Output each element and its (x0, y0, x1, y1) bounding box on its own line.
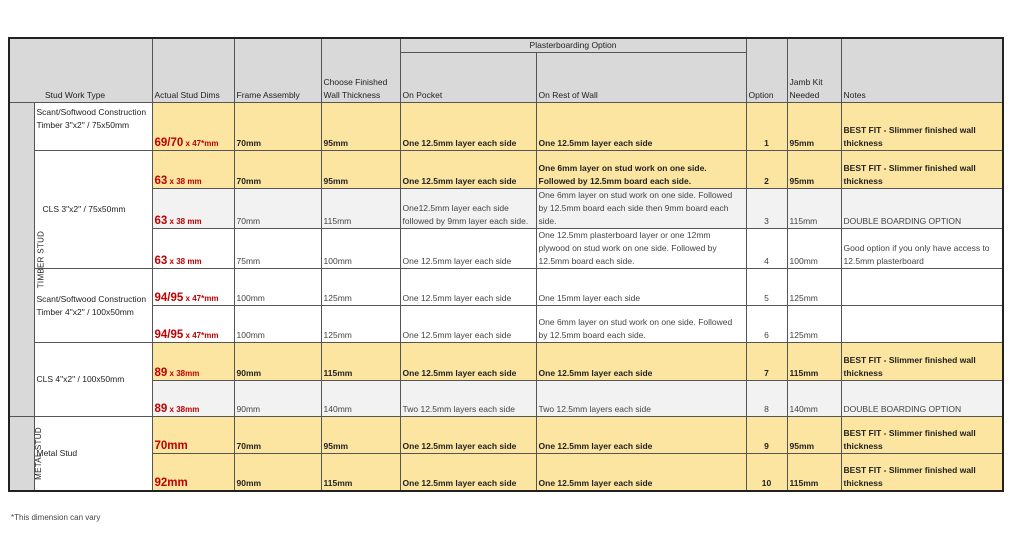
notes: BEST FIT - Slimmer finished wall thickness (841, 151, 1003, 189)
notes: BEST FIT - Slimmer finished wall thickness (841, 454, 1003, 491)
header-notes: Notes (841, 38, 1003, 103)
on-pocket: One12.5mm layer each side followed by 9mm layer each side. (400, 189, 536, 229)
finished-thickness: 95mm (321, 417, 400, 454)
on-pocket: One 12.5mm layer each side (400, 306, 536, 343)
notes (841, 306, 1003, 343)
option-number: 8 (746, 381, 787, 417)
on-pocket: One 12.5mm layer each side (400, 151, 536, 189)
on-pocket: One 12.5mm layer each side (400, 229, 536, 269)
option-number: 6 (746, 306, 787, 343)
timber-stud-label: TIMBER STUD (9, 103, 34, 417)
finished-thickness: 95mm (321, 103, 400, 151)
finished-thickness: 125mm (321, 269, 400, 306)
finished-thickness: 115mm (321, 454, 400, 491)
jamb-kit: 95mm (787, 151, 841, 189)
jamb-kit: 140mm (787, 381, 841, 417)
on-rest-of-wall: One 12.5mm layer each side (536, 417, 746, 454)
frame-assembly: 70mm (234, 103, 321, 151)
option-number: 3 (746, 189, 787, 229)
frame-assembly: 90mm (234, 454, 321, 491)
jamb-kit: 100mm (787, 229, 841, 269)
option-number: 5 (746, 269, 787, 306)
finished-thickness: 100mm (321, 229, 400, 269)
jamb-kit: 95mm (787, 103, 841, 151)
jamb-kit: 95mm (787, 417, 841, 454)
option-number: 9 (746, 417, 787, 454)
header-stud-type: Stud Work Type (9, 38, 152, 103)
frame-assembly: 90mm (234, 381, 321, 417)
jamb-kit: 125mm (787, 306, 841, 343)
on-pocket: One 12.5mm layer each side (400, 417, 536, 454)
frame-assembly: 100mm (234, 269, 321, 306)
actual-dims: 94/95 x 47*mm (152, 306, 234, 343)
on-pocket: One 12.5mm layer each side (400, 454, 536, 491)
metal-stud-label: METAL STUD (9, 417, 34, 491)
option-number: 10 (746, 454, 787, 491)
jamb-kit: 115mm (787, 189, 841, 229)
jamb-kit: 115mm (787, 454, 841, 491)
finished-thickness: 140mm (321, 381, 400, 417)
on-rest-of-wall: One 6mm layer on stud work on one side. Followed by 12.5mm board each side. (536, 306, 746, 343)
frame-assembly: 90mm (234, 343, 321, 381)
table-row (9, 151, 1003, 189)
header-on-pocket: On Pocket (400, 53, 536, 103)
on-rest-of-wall: One 15mm layer each side (536, 269, 746, 306)
actual-dims: 70mm (152, 417, 234, 454)
footnote: *This dimension can vary (11, 513, 101, 522)
stud-type-scant-4x2: Scant/Softwood Construction Timber 4"x2" / 100x50mm (34, 269, 152, 343)
on-rest-of-wall: One 6mm layer on stud work on one side. Followed by 12.5mm board each side. (536, 151, 746, 189)
option-number: 7 (746, 343, 787, 381)
option-number: 4 (746, 229, 787, 269)
actual-dims: 89 x 38mm (152, 343, 234, 381)
header-jamb-kit: Jamb Kit Needed (787, 38, 841, 103)
frame-assembly: 100mm (234, 306, 321, 343)
header-finished-thickness: Choose Finished Wall Thickness (321, 38, 400, 103)
header-option: Option (746, 38, 787, 103)
actual-dims: 69/70 x 47*mm (152, 103, 234, 151)
table-row (9, 189, 1003, 229)
finished-thickness: 115mm (321, 189, 400, 229)
finished-thickness: 95mm (321, 151, 400, 189)
stud-type-cls-4x2: CLS 4"x2" / 100x50mm (34, 343, 152, 417)
frame-assembly: 75mm (234, 229, 321, 269)
actual-dims: 92mm (152, 454, 234, 491)
header-frame-assembly: Frame Assembly (234, 38, 321, 103)
table-row (9, 229, 1003, 269)
on-pocket: One 12.5mm layer each side (400, 103, 536, 151)
frame-assembly: 70mm (234, 189, 321, 229)
notes: DOUBLE BOARDING OPTION (841, 381, 1003, 417)
on-pocket: One 12.5mm layer each side (400, 269, 536, 306)
on-rest-of-wall: One 12.5mm layer each side (536, 343, 746, 381)
actual-dims: 94/95 x 47*mm (152, 269, 234, 306)
stud-type-metal: Metal Stud (34, 417, 152, 491)
option-number: 2 (746, 151, 787, 189)
finished-thickness: 115mm (321, 343, 400, 381)
notes: BEST FIT - Slimmer finished wall thickness (841, 417, 1003, 454)
notes: DOUBLE BOARDING OPTION (841, 189, 1003, 229)
table-row (9, 306, 1003, 343)
on-pocket: Two 12.5mm layers each side (400, 381, 536, 417)
header-rest-of-wall: On Rest of Wall (536, 53, 746, 103)
notes: BEST FIT - Slimmer finished wall thickness (841, 343, 1003, 381)
on-rest-of-wall: One 12.5mm plasterboard layer or one 12mm plywood on stud work on one side. Followed by 12.5mm board each side. (536, 229, 746, 269)
table-row (9, 103, 1003, 151)
table-row (9, 343, 1003, 381)
actual-dims: 89 x 38mm (152, 381, 234, 417)
on-rest-of-wall: One 6mm layer on stud work on one side. Followed by 12.5mm board each side then 9mm board each side. (536, 189, 746, 229)
actual-dims: 63 x 38 mm (152, 151, 234, 189)
header-plasterboarding-option: Plasterboarding Option (400, 38, 746, 53)
table-row (9, 454, 1003, 491)
table-row (9, 269, 1003, 306)
actual-dims: 63 x 38 mm (152, 189, 234, 229)
jamb-kit: 125mm (787, 269, 841, 306)
finished-thickness: 125mm (321, 306, 400, 343)
on-rest-of-wall: Two 12.5mm layers each side (536, 381, 746, 417)
on-rest-of-wall: One 12.5mm layer each side (536, 103, 746, 151)
stud-options-table (8, 37, 1004, 492)
frame-assembly: 70mm (234, 417, 321, 454)
header-actual-dims: Actual Stud Dims (152, 38, 234, 103)
on-pocket: One 12.5mm layer each side (400, 343, 536, 381)
option-number: 1 (746, 103, 787, 151)
stud-type-cls-3x2: CLS 3"x2" / 75x50mm (34, 151, 152, 269)
notes: Good option if you only have access to 12.5mm plasterboard (841, 229, 1003, 269)
actual-dims: 63 x 38 mm (152, 229, 234, 269)
frame-assembly: 70mm (234, 151, 321, 189)
notes: BEST FIT - Slimmer finished wall thickness (841, 103, 1003, 151)
table-row (9, 417, 1003, 454)
table-row (9, 381, 1003, 417)
jamb-kit: 115mm (787, 343, 841, 381)
on-rest-of-wall: One 12.5mm layer each side (536, 454, 746, 491)
stud-type-scant-3x2: Scant/Softwood Construction Timber 3"x2" / 75x50mm (34, 103, 152, 151)
notes (841, 269, 1003, 306)
